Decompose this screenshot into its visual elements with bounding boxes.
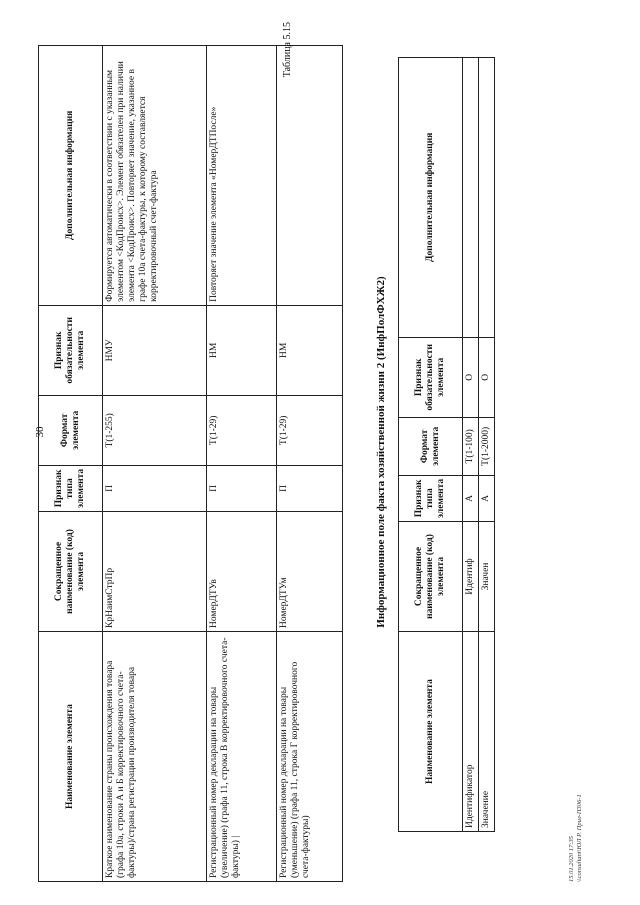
header-required: Признак обязательности элемента	[399, 337, 463, 417]
table-number-label: Таблица 5.15	[282, 22, 293, 78]
cell-code: НомерДТУм	[277, 512, 343, 632]
landscape-content	[20, 22, 620, 882]
header-type: Признак типа элемента	[399, 475, 463, 521]
table-row	[478, 57, 494, 831]
cell-format: T(1-29)	[207, 395, 277, 465]
cell-code: НомерДТУв	[207, 512, 277, 632]
table-caption: Информационное поле факта хозяйственной жизни 2 (ИнфПолФХЖ2)	[375, 276, 387, 628]
cell-format: T(1-100)	[463, 417, 479, 475]
elements-table-1	[38, 45, 343, 882]
header-type: Признак типа элемента	[39, 465, 103, 511]
cell-format: T(1-29)	[277, 395, 343, 465]
cell-code: Значен	[478, 522, 494, 632]
print-footer	[568, 794, 585, 882]
header-format: Формат элемента	[39, 395, 103, 465]
header-info: Дополнительная информация	[399, 57, 463, 337]
cell-info: Формируется автоматически в соответствии с указанным элементом <КодПроисх>. Элемент обязателен при наличии элемента <КодПроисх>. Повторяет значение, указанное в графе 10а счета-фактуры, к которому составляется корректировочный счет-фактура	[103, 45, 207, 305]
cell-format: T(1-255)	[103, 395, 207, 465]
page-number: 30	[34, 426, 46, 438]
cell-required: НМУ	[103, 305, 207, 395]
header-required: Признак обязательности элемента	[39, 305, 103, 395]
text-mark: |	[230, 835, 241, 838]
cell-type: П	[277, 465, 343, 511]
header-format: Формат элемента	[399, 417, 463, 475]
table-row	[277, 45, 343, 881]
cell-type: П	[103, 465, 207, 511]
header-name: Наименование элемента	[39, 632, 103, 882]
cell-info	[478, 57, 494, 337]
cell-name: Регистрационный номер декларации на товары (уменьшение) (графа 11, строка Г корректировочного счета-фактуры)	[277, 632, 343, 882]
cell-name: Краткое наименование страны происхождения товара (графа 10а, строки А и Б корректировочного счета-фактуры)/страна регистрации производителя товара	[103, 632, 207, 882]
table-row	[463, 57, 479, 831]
cell-info: Повторяет значение элемента «НомерДТПосле»	[207, 45, 277, 305]
header-code: Сокращенное наименование (код) элемента	[39, 512, 103, 632]
table2-header-row	[399, 57, 463, 831]
cell-format: T(1-2000)	[478, 417, 494, 475]
elements-table-2	[398, 57, 495, 832]
cell-name: Регистрационный номер декларации на товары (увеличение) (графа 11, строка В корректировочного счета-фактуры) |	[207, 632, 277, 882]
cell-required: НМ	[277, 305, 343, 395]
table-row	[207, 45, 277, 881]
cell-required: О	[478, 337, 494, 417]
cell-type: П	[207, 465, 277, 511]
cell-name: Значение	[478, 632, 494, 832]
cell-type: А	[478, 475, 494, 521]
table1-header-row	[39, 45, 103, 881]
header-info: Дополнительная информация	[39, 45, 103, 305]
cell-name: Идентификатор	[463, 632, 479, 832]
table-row	[103, 45, 207, 881]
header-code: Сокращенное наименование (код) элемента	[399, 522, 463, 632]
cell-code: Идентиф	[463, 522, 479, 632]
header-name: Наименование элемента	[399, 632, 463, 832]
cell-required: О	[463, 337, 479, 417]
footer-timestamp: 15.01.2020 17:35	[568, 835, 575, 882]
cell-info	[277, 45, 343, 305]
cell-type: А	[463, 475, 479, 521]
cell-info	[463, 57, 479, 337]
cell-code: КрНаимСтрПр	[103, 512, 207, 632]
cell-required: НМ	[207, 305, 277, 395]
footer-path: \\consultant\ЮЛ Р. Прил-П306-1	[576, 794, 584, 882]
